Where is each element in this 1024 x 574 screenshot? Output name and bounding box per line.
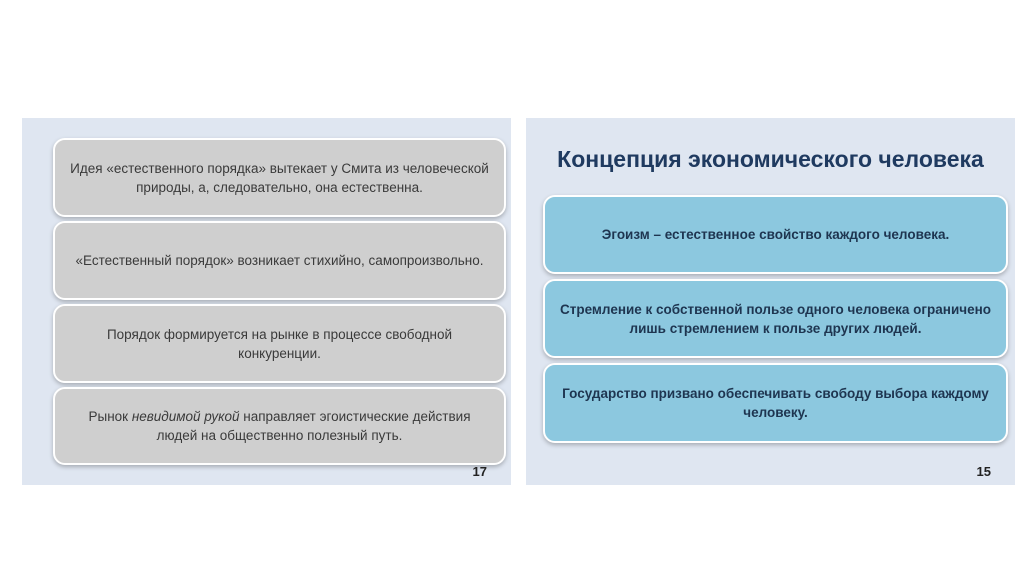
text-box-self-interest <box>543 279 1008 358</box>
text-box-spontaneous-order <box>53 221 506 300</box>
text-box-label <box>69 407 490 445</box>
text-pre: Рынок <box>88 409 132 424</box>
text-box-label: Идея «естественного порядка» вытекает у Смита из человеческой природы, а, следовательно, она естественна. <box>70 160 489 195</box>
text-post: направляет эгоистические действия людей на общественно полезный путь. <box>156 409 471 443</box>
text-box-state-freedom <box>543 363 1008 443</box>
page-number: 17 <box>472 464 487 479</box>
text-italic: невидимой рукой <box>131 409 240 424</box>
text-box-egoism <box>543 195 1008 274</box>
text-box-invisible-hand <box>53 387 506 465</box>
slide-17 <box>22 118 511 485</box>
text-box-label: «Естественный порядок» возникает стихийно, самопроизвольно. <box>75 253 484 268</box>
text-box-label: Порядок формируется на рынке в процессе свободной конкуренции. <box>106 326 453 361</box>
text-box-label: Стремление к собственной пользе одного человека ограничено лишь стремлением к пользе других людей. <box>560 301 991 336</box>
text-box-natural-order-idea <box>53 138 506 217</box>
text-box-label: Эгоизм – естественное свойство каждого человека. <box>601 227 950 242</box>
text-box-label: Государство призвано обеспечивать свободу выбора каждому человеку. <box>562 386 989 420</box>
page-number: 15 <box>976 464 991 479</box>
slide-title: Концепция экономического человека <box>557 146 984 172</box>
text-box-market-competition <box>53 304 506 383</box>
slide-15 <box>526 118 1015 485</box>
